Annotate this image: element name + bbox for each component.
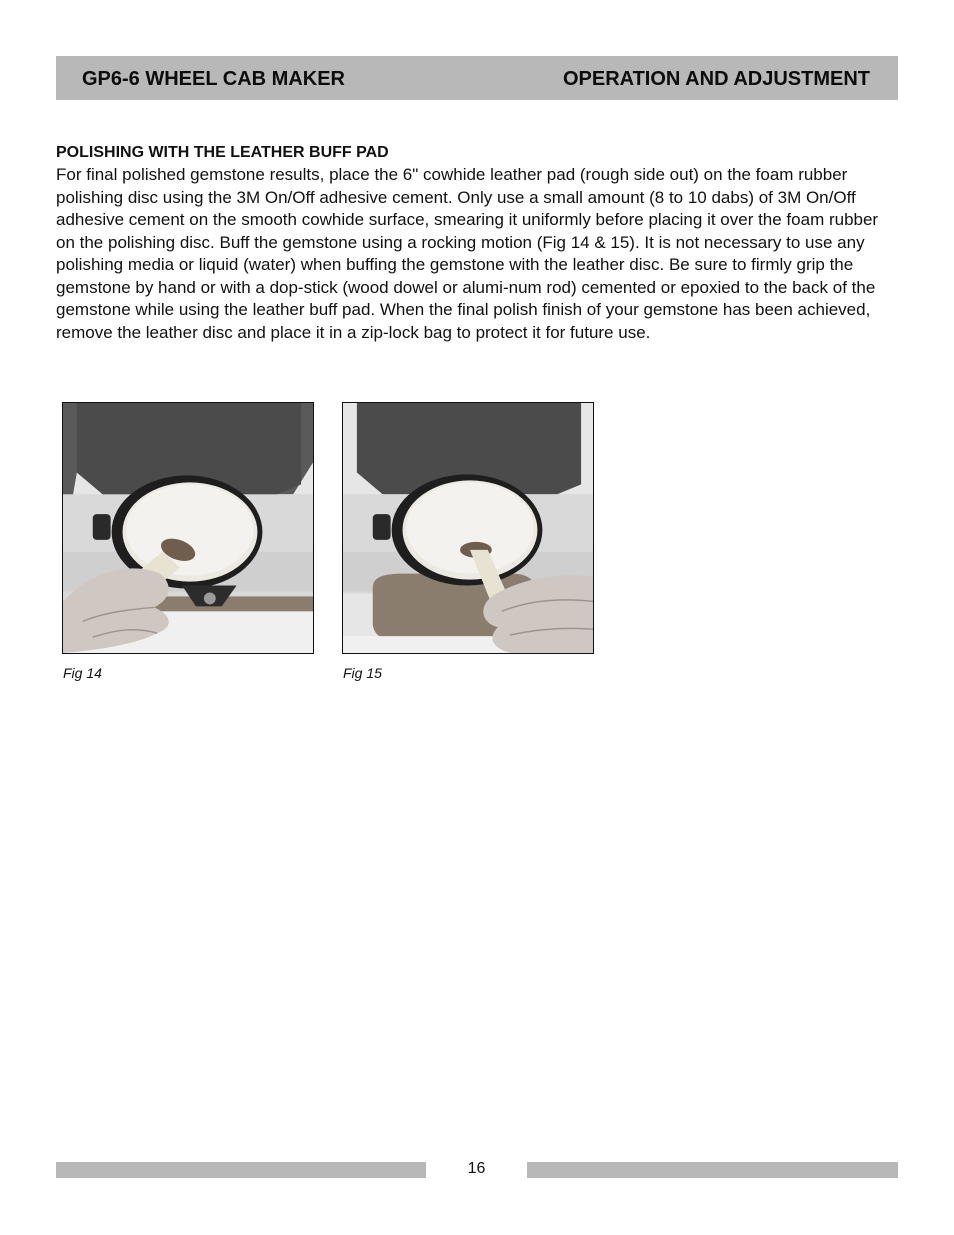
- footer-bar-right: [527, 1162, 898, 1178]
- section-title: OPERATION AND ADJUSTMENT: [562, 68, 870, 90]
- figure-14-photo: [62, 402, 314, 654]
- figure-14-caption: Fig 14: [63, 665, 102, 681]
- figure-15-caption: Fig 15: [343, 665, 382, 681]
- figure-15-photo: [342, 402, 594, 654]
- body-paragraph: For final polished gemstone results, place the 6" cowhide leather pad (rough side out) on the foam rubber polishing disc using the 3M On/Off adhesive cement. Only use a small amount (8 to 10 dabs) of 3M On/Off adhesive cement on the smooth cowhide surface, smearing it uniformly before placing it over the foam rubber on the polishing disc. Buff the gemstone using a rocking motion (Fig 14 & 15). It is not necessary to use any polishing media or liquid (water) when buffing the gemstone with the leather disc. Be sure to firmly grip the gemstone by hand or with a dop-stick (wood dowel or alumi-num rod) cemented or epoxied to the back of the gemstone while using the leather buff pad. When the final polish finish of your gemstone has been achieved, remove the leather disc and place it in a zip-lock bag to protect it for future use.: [56, 165, 879, 342]
- footer-bar-left: [56, 1162, 426, 1178]
- section-heading: POLISHING WITH THE LEATHER BUFF PAD: [56, 144, 389, 161]
- document-title: GP6-6 WHEEL CAB MAKER: [82, 68, 345, 90]
- page-number: 16: [467, 1160, 486, 1177]
- header-bar: [56, 56, 898, 100]
